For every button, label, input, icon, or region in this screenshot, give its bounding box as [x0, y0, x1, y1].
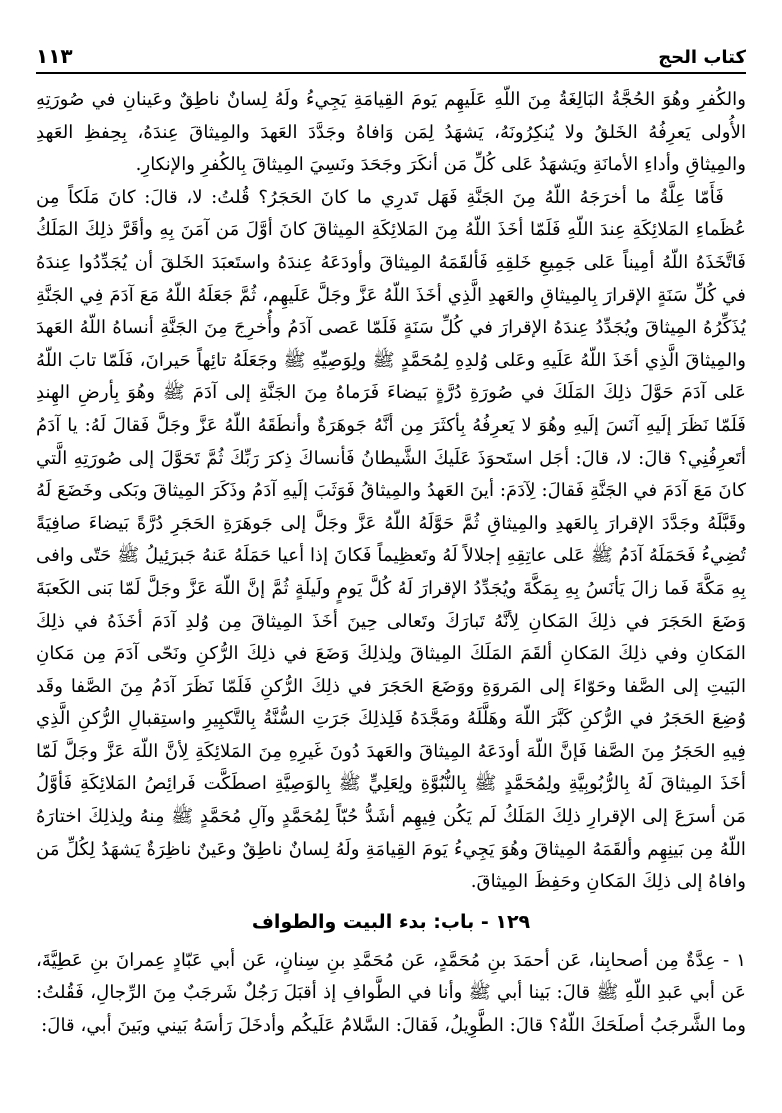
header-divider	[36, 72, 746, 74]
paragraph: فَأَمّا عِلَّةُ ما أخرَجَهُ اللّهُ مِنَ الجَنَّةِ فَهَل تَدرِي ما كانَ الحَجَرُ؟ قُلتُ: لا، قالَ: كانَ مَلَكاً مِن عُظَماءِ المَلائِكَةِ عِندَ اللّهِ فَلَمّا أخَذَ اللّهُ مِنَ المَلائِكَةِ المِيثاقَ كانَ أوَّلَ مَن آمَنَ بِهِ وأقَرَّ ذلِكَ المَلَكُ فَاتَّخَذَهُ اللّهُ أمِيناً عَلى جَمِيعِ خَلقِهِ فَألقَمَهُ المِيثاقَ وأودَعَهُ عِندَهُ واستَعبَدَ الخَلقَ أن يُجَدِّدُوا عِندَهُ في كُلِّ سَنَةٍ الإقرارَ بِالمِيثاقِ والعَهدِ الَّذِي أخَذَ اللّهُ عَزَّ وجَلَّ عَلَيهِم، ثُمَّ جَعَلَهُ اللّهُ مَعَ آدَمَ فِي الجَنَّةِ يُذَكِّرُهُ المِيثاقَ ويُجَدِّدُ عِندَهُ الإقرارَ في كُلِّ سَنَةٍ فَلَمّا عَصى آدَمُ وأُخرِجَ مِنَ الجَنَّةِ أنساهُ اللّهُ العَهدَ والمِيثاقَ الَّذِي أخَذَ اللّهُ عَلَيهِ وعَلى وُلدِهِ لِمُحَمَّدٍ ﷺ ولِوَصِيِّهِ ﷺ وجَعَلَهُ تائِهاً حَيرانَ، فَلَمّا تابَ اللّهُ عَلى آدَمَ حَوَّلَ ذلِكَ المَلَكَ في صُورَةِ دُرَّةٍ بَيضاءَ فَرَماهُ مِنَ الجَنَّةِ إلى آدَمَ ﷺ وهُوَ بِأرضِ الهِندِ فَلَمّا نَظَرَ إلَيهِ آنَسَ إلَيهِ وهُوَ لا يَعرِفُهُ بِأكثَرَ مِن أنَّهُ جَوهَرَةٌ وأنطَقَهُ اللّهُ عَزَّ وجَلَّ فَقالَ لَهُ: يا آدَمُ أتَعرِفُنِي؟ قالَ: لا، قالَ: أجَل استَحوَذَ عَلَيكَ الشَّيطانُ فَأنساكَ ذِكرَ رَبِّكَ ثُمَّ تَحَوَّلَ إلى صُورَتِهِ الَّتي كانَ مَعَ آدَمَ في الجَنَّةِ فَقالَ: لِآدَمَ: أينَ العَهدُ والمِيثاقُ فَوَثَبَ إلَيهِ آدَمُ وذَكَرَ المِيثاقَ وبَكى وخَضَعَ لَهُ وقَبَّلَهُ وجَدَّدَ الإقرارَ بِالعَهدِ والمِيثاقِ ثُمَّ حَوَّلَهُ اللّهُ عَزَّ وجَلَّ إلى جَوهَرَةِ الحَجَرِ دُرَّةً بَيضاءَ صافِيَةً تُضِيءُ فَحَمَلَهُ آدَمُ ﷺ عَلى عاتِقِهِ إجلالاً لَهُ وتَعظِيماً فَكانَ إذا أعيا حَمَلَهُ عَنهُ جَبرَئِيلُ ﷺ حَتّى وافى بِهِ مَكَّةَ فَما زالَ يَأنَسُ بِهِ بِمَكَّةَ ويُجَدِّدُ الإقرارَ لَهُ كُلَّ يَومٍ ولَيلَةٍ ثُمَّ إنَّ اللّهَ عَزَّ وجَلَّ لَمّا بَنى الكَعبَةَ وَضَعَ الحَجَرَ في ذلِكَ المَكانِ لِأنَّهُ تَبارَكَ وتَعالى حِينَ أخَذَ المِيثاقَ مِن وُلدِ آدَمَ أخَذَهُ في ذلِكَ المَكانِ وفي ذلِكَ المَكانِ ألقَمَ المَلَكَ المِيثاقَ ولِذلِكَ وَضَعَ في ذلِكَ الرُّكنِ ونَحّى آدَمَ مِن مَكانِ البَيتِ إلى الصَّفا وحَوّاءَ إلى المَروَةِ ووَضَعَ الحَجَرَ في ذلِكَ الرُّكنِ فَلَمّا نَظَرَ آدَمُ مِنَ الصَّفا وقَد وُضِعَ الحَجَرُ في الرُّكنِ كَبَّرَ اللّهَ وهَلَّلَهُ ومَجَّدَهُ فَلِذلِكَ جَرَتِ السُّنَّةُ بِالتَّكبِيرِ واستِقبالِ الرُّكنِ الَّذِي فِيهِ الحَجَرُ مِنَ الصَّفا فَإنَّ اللّهَ أودَعَهُ المِيثاقَ والعَهدَ دُونَ غَيرِهِ مِنَ المَلائِكَةِ لِأنَّ اللّهَ عَزَّ وجَلَّ لَمّا أخَذَ المِيثاقَ لَهُ بِالرُّبُوبِيَّةِ ولِمُحَمَّدٍ ﷺ بِالنُّبُوَّةِ ولِعَلِيٍّ ﷺ بِالوَصِيَّةِ اصطَكَّت فَرائِصُ المَلائِكَةِ فَأوَّلُ مَن أسرَعَ إلى الإقرارِ ذلِكَ المَلَكُ لَم يَكُن فِيهِم أشَدُّ حُبّاً لِمُحَمَّدٍ وآلِ مُحَمَّدٍ ﷺ مِنهُ ولِذلِكَ اختارَهُ اللّهُ مِن بَينِهِم وألقَمَهُ المِيثاقَ وهُوَ يَجِيءُ يَومَ القِيامَةِ ولَهُ لِسانٌ ناطِقٌ وعَينٌ ناظِرَةٌ يَشهَدُ لِكُلِّ مَن وافاهُ إلى ذلِكَ المَكانِ وحَفِظَ المِيثاقَ.	[36, 186, 746, 893]
book-page	[36, 28, 746, 1088]
chapter-heading: ١٢٩ - باب: بدء البيت والطواف	[251, 910, 531, 933]
hadith-text: ١ - عِدَّةٌ مِن أصحابِنا، عَن أحمَدَ بنِ مُحَمَّدٍ، عَن مُحَمَّدِ بنِ سِنانٍ، عَن أبي عَبّادٍ عِمرانَ بنِ عَطِيَّةَ، عَن أبي عَبدِ اللّهِ ﷺ قالَ: بَينا أبي ﷺ وأنا في الطَّوافِ إذ أقبَلَ رَجُلٌ شَرجَبٌ مِنَ الرِّجالِ، فَقُلتُ: وما الشَّرجَبُ أصلَحَكَ اللّهُ؟ قالَ: الطَّوِيلُ، فَقالَ: السَّلامُ عَلَيكُم وأدخَلَ رَأسَهُ بَيني وبَينَ أبي، قالَ:	[36, 949, 746, 1037]
book-title: كتاب الحج	[658, 47, 746, 68]
page-header	[36, 28, 746, 68]
page-number: ١١٣	[36, 44, 73, 68]
paragraph: والكُفرِ وهُوَ الحُجَّةُ البَالِغَةُ مِنَ اللّهِ عَلَيهِم يَومَ القِيامَةِ يَجِيءُ ولَهُ لِسانٌ ناطِقٌ وعَينانِ في صُورَتِهِ الأُولى يَعرِفُهُ الخَلقُ ولا يُنكِرُونَهُ، يَشهَدُ لِمَن وَافاهُ وجَدَّدَ العَهدَ والمِيثاقَ عِندَهُ، بِحِفظِ العَهدِ والمِيثاقِ وأداءِ الأمانَةِ ويَشهَدُ عَلى كُلِّ مَن أنكَرَ وجَحَدَ ونَسِيَ المِيثاقَ بِالكُفرِ والإنكارِ.	[36, 89, 746, 176]
